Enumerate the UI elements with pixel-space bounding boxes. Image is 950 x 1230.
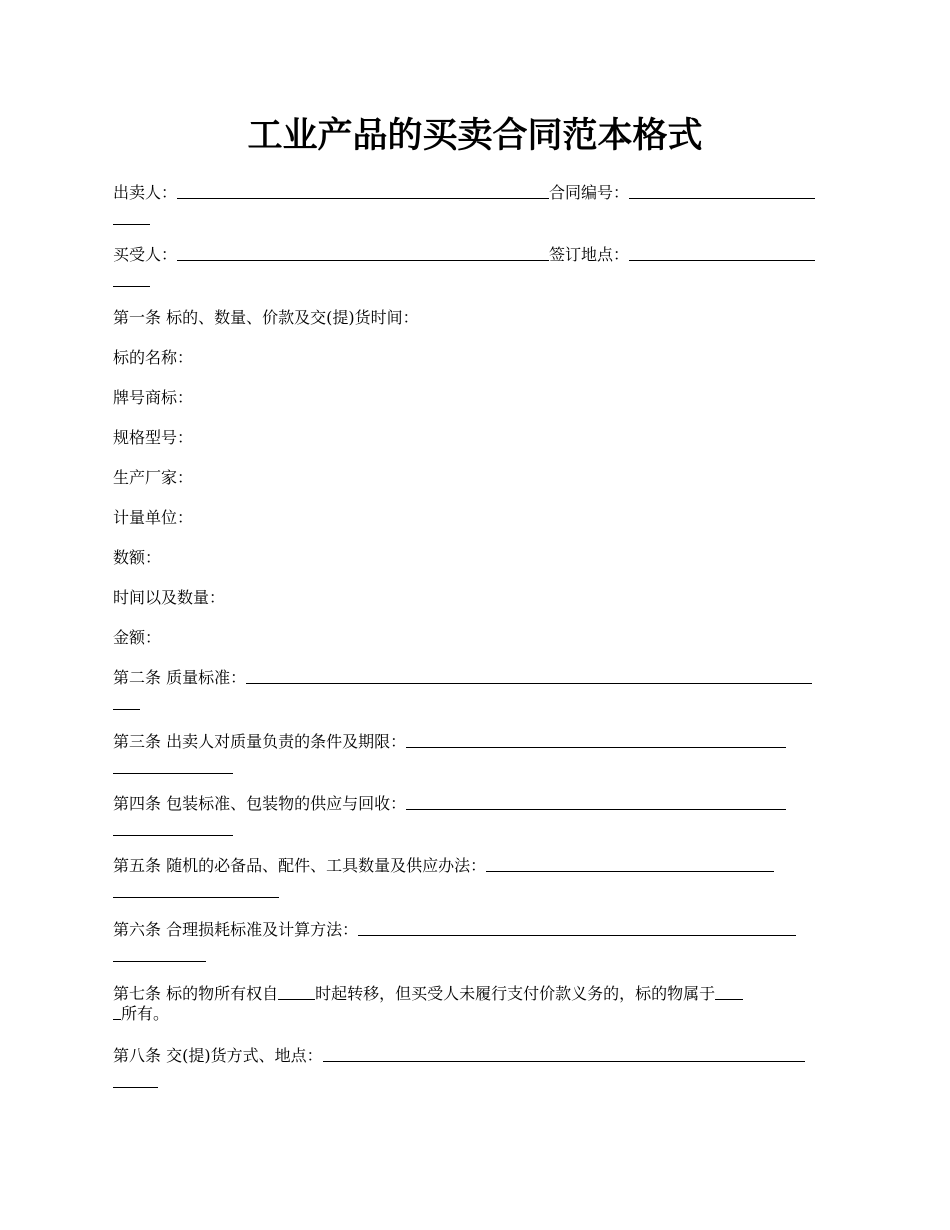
item-manufacturer: 生产厂家：: [113, 468, 194, 487]
article5-blank[interactable]: [486, 855, 774, 872]
article8-label: 第八条 交(提)货方式、地点：: [113, 1046, 323, 1065]
buyer-blank[interactable]: [177, 244, 549, 261]
item-spec: 规格型号：: [113, 428, 194, 447]
seller-label: 出卖人：: [113, 183, 178, 202]
article5-line: [113, 853, 837, 879]
article7-owner-blank-cont[interactable]: [113, 1003, 121, 1020]
article6-line-cont: [113, 943, 837, 969]
article2-label: 第二条 质量标准：: [113, 668, 247, 687]
item-brand: 牌号商标：: [113, 388, 194, 407]
item-amount: 数额：: [113, 548, 162, 567]
article3-line: [113, 729, 837, 755]
contract-no-blank[interactable]: [629, 182, 815, 199]
article8-blank[interactable]: [323, 1045, 805, 1062]
article4-line: [113, 791, 837, 817]
seller-blank[interactable]: [177, 182, 549, 199]
article6-line: [113, 917, 837, 943]
sign-place-blank[interactable]: [629, 244, 815, 261]
article4-blank-cont[interactable]: [113, 819, 233, 836]
article4-blank[interactable]: [406, 793, 786, 810]
article6-blank-cont[interactable]: [113, 945, 206, 962]
seller-line-cont: [113, 206, 837, 232]
article5-line-cont: [113, 879, 837, 905]
article2-blank-cont[interactable]: [113, 693, 140, 710]
article5-blank-cont[interactable]: [113, 881, 279, 898]
article6-label: 第六条 合理损耗标准及计算方法：: [113, 920, 359, 939]
contract-no-blank-cont[interactable]: [113, 208, 150, 225]
article3-blank[interactable]: [406, 731, 786, 748]
article7-part3: 所有。: [121, 1004, 170, 1023]
document-title: 工业产品的买卖合同范本格式: [247, 115, 703, 156]
article4-line-cont: [113, 817, 837, 843]
article2-blank[interactable]: [246, 667, 812, 684]
article3-label: 第三条 出卖人对质量负责的条件及期限：: [113, 732, 407, 751]
article7-line-cont: [113, 1001, 837, 1027]
article4-label: 第四条 包装标准、包装物的供应与回收：: [113, 794, 407, 813]
sign-place-label: 签订地点：: [549, 245, 630, 264]
sign-place-blank-cont[interactable]: [113, 270, 150, 287]
item-time-qty: 时间以及数量：: [113, 588, 226, 607]
article3-line-cont: [113, 755, 837, 781]
article5-label: 第五条 随机的必备品、配件、工具数量及供应办法：: [113, 856, 487, 875]
item-name: 标的名称：: [113, 348, 194, 367]
article7-part2: 时起转移，但买受人未履行支付价款义务的，标的物属于: [315, 984, 716, 1003]
article8-blank-cont[interactable]: [113, 1071, 158, 1088]
item-unit: 计量单位：: [113, 508, 194, 527]
article7-time-blank[interactable]: [278, 983, 315, 1000]
article7-part1: 第七条 标的物所有权自: [113, 984, 279, 1003]
article3-blank-cont[interactable]: [113, 757, 233, 774]
buyer-line: [113, 242, 837, 268]
article7-owner-blank[interactable]: [715, 983, 743, 1000]
article6-blank[interactable]: [358, 919, 796, 936]
item-money: 金额：: [113, 628, 162, 647]
article2-line: [113, 665, 837, 691]
article1-heading: 第一条 标的、数量、价款及交(提)货时间：: [113, 308, 419, 327]
article8-line: [113, 1043, 837, 1069]
seller-line: [113, 180, 837, 206]
article2-line-cont: [113, 691, 837, 717]
buyer-line-cont: [113, 268, 837, 294]
article8-line-cont: [113, 1069, 837, 1095]
buyer-label: 买受人：: [113, 245, 178, 264]
contract-no-label: 合同编号：: [549, 183, 630, 202]
